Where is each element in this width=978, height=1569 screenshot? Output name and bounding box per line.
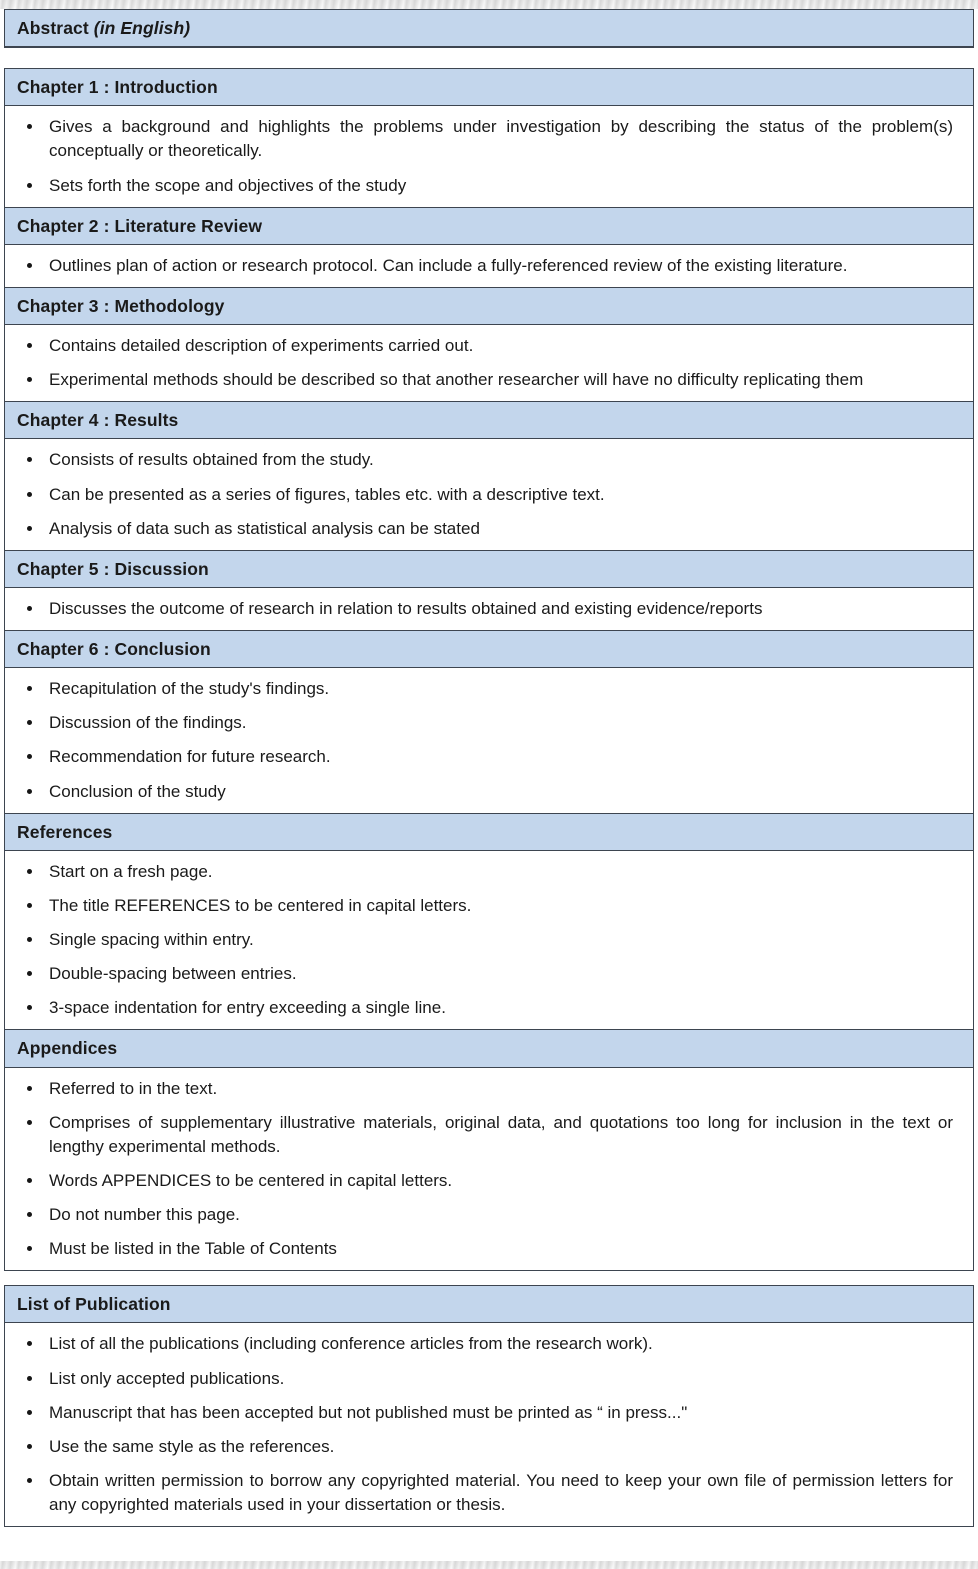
bullet-list-chapter-6 [5, 668, 973, 813]
list-item: List of all the publications (including conference articles from the research work). [5, 1332, 959, 1356]
list-item: Single spacing within entry. [5, 928, 959, 952]
scan-artifact-bottom [0, 1561, 978, 1569]
section-heading-references: References [5, 813, 973, 851]
list-item: Gives a background and highlights the problems under investigation by describing the status of the problem(s) conceptually or theoretically. [5, 115, 959, 163]
abstract-heading-main: Abstract [17, 18, 94, 38]
list-item: Referred to in the text. [5, 1077, 959, 1101]
abstract-block [4, 9, 974, 48]
list-item: Must be listed in the Table of Contents [5, 1237, 959, 1261]
block-gap-1 [0, 48, 978, 68]
abstract-heading [5, 10, 973, 47]
bullet-list-appendices [5, 1068, 973, 1271]
bullet-list-chapter-1 [5, 106, 973, 206]
block-gap-2 [0, 1271, 978, 1285]
list-item: List only accepted publications. [5, 1367, 959, 1391]
list-item: Outlines plan of action or research protocol. Can include a fully-referenced review of the existing literature. [5, 254, 959, 278]
publication-block [4, 1285, 974, 1527]
bullet-list-publication [5, 1323, 973, 1526]
list-item: Contains detailed description of experiments carried out. [5, 334, 959, 358]
section-heading-chapter-2: Chapter 2 : Literature Review [5, 207, 973, 245]
list-item: Use the same style as the references. [5, 1435, 959, 1459]
list-item: Recapitulation of the study's findings. [5, 677, 959, 701]
list-item: Conclusion of the study [5, 780, 959, 804]
list-item: Words APPENDICES to be centered in capital letters. [5, 1169, 959, 1193]
section-heading-chapter-3: Chapter 3 : Methodology [5, 287, 973, 325]
bullet-list-chapter-2 [5, 245, 973, 287]
scan-artifact-top [0, 0, 978, 9]
list-item: 3-space indentation for entry exceeding a single line. [5, 996, 959, 1020]
section-heading-list-of-publication: List of Publication [5, 1286, 973, 1323]
section-heading-chapter-1: Chapter 1 : Introduction [5, 69, 973, 106]
bullet-list-references [5, 851, 973, 1030]
list-item: Consists of results obtained from the study. [5, 448, 959, 472]
section-heading-chapter-5: Chapter 5 : Discussion [5, 550, 973, 588]
bullet-list-chapter-4 [5, 439, 973, 549]
list-item: The title REFERENCES to be centered in capital letters. [5, 894, 959, 918]
list-item: Double-spacing between entries. [5, 962, 959, 986]
bullet-list-chapter-3 [5, 325, 973, 401]
list-item: Start on a fresh page. [5, 860, 959, 884]
list-item: Manuscript that has been accepted but not published must be printed as “ in press..." [5, 1401, 959, 1425]
list-item: Discusses the outcome of research in relation to results obtained and existing evidence/reports [5, 597, 959, 621]
bullet-list-chapter-5 [5, 588, 973, 630]
chapters-table [4, 68, 974, 1271]
list-item: Comprises of supplementary illustrative materials, original data, and quotations too long for inclusion in the text or lengthy experimental methods. [5, 1111, 959, 1159]
abstract-heading-italic: (in English) [93, 18, 191, 38]
list-item: Do not number this page. [5, 1203, 959, 1227]
list-item: Discussion of the findings. [5, 711, 959, 735]
list-item: Can be presented as a series of figures, tables etc. with a descriptive text. [5, 483, 959, 507]
list-item: Experimental methods should be described so that another researcher will have no difficulty replicating them [5, 368, 959, 392]
document-page [0, 9, 978, 1527]
list-item: Analysis of data such as statistical analysis can be stated [5, 517, 959, 541]
list-item: Obtain written permission to borrow any copyrighted material. You need to keep your own file of permission letters for any copyrighted materials used in your dissertation or thesis. [5, 1469, 959, 1517]
list-item: Sets forth the scope and objectives of the study [5, 174, 959, 198]
section-heading-appendices: Appendices [5, 1029, 973, 1067]
list-item: Recommendation for future research. [5, 745, 959, 769]
section-heading-chapter-6: Chapter 6 : Conclusion [5, 630, 973, 668]
section-heading-chapter-4: Chapter 4 : Results [5, 401, 973, 439]
